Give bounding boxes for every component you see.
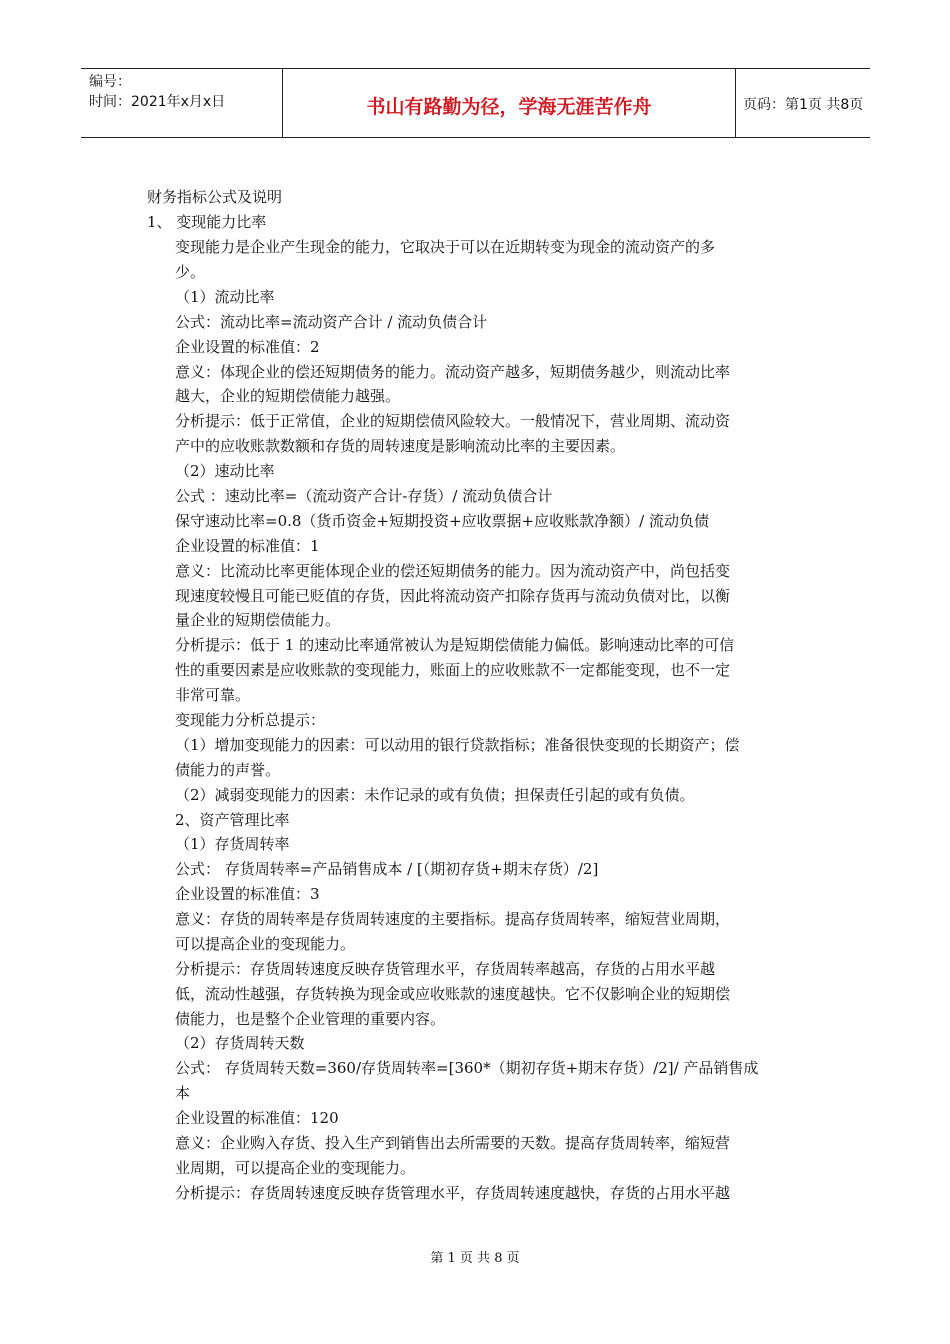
paragraph-line: 产中的应收账款数额和存货的周转速度是影响流动比率的主要因素。 (175, 437, 626, 455)
paragraph-line: （2）减弱变现能力的因素：未作记录的或有负债；担保责任引起的或有负债。 (175, 786, 695, 804)
paragraph-line: 分析提示：存货周转速度反映存货管理水平，存货周转率越高，存货的占用水平越 (175, 960, 716, 978)
subsection-heading: （1）存货周转率 (175, 835, 290, 853)
paragraph-line: 少。 (175, 263, 206, 281)
subsection-heading: （1）流动比率 (175, 288, 275, 306)
header-page-number: 页码：第1页 共8页 (743, 97, 864, 113)
header-page-cell (735, 69, 870, 137)
paragraph-line: 量企业的短期偿债能力。 (175, 611, 341, 629)
paragraph-line: 公式： 存货周转天数=360/存货周转率=[360*（期初存货+期末存货）/2]/ 产品销售成 (175, 1059, 759, 1077)
paragraph-line: 债能力，也是整个企业管理的重要内容。 (175, 1010, 446, 1028)
paragraph-line: 分析提示：低于 1 的速动比率通常被认为是短期偿债能力偏低。影响速动比率的可信 (175, 636, 735, 654)
paragraph-line: 越大，企业的短期偿债能力越强。 (175, 387, 401, 405)
page-footer: 第 1 页 共 8 页 (430, 1251, 520, 1266)
paragraph-line: （1）增加变现能力的因素：可以动用的银行贷款指标；准备很快变现的长期资产；偿 (175, 736, 740, 754)
paragraph-line: 本 (175, 1084, 191, 1102)
document-number-label: 编号： (89, 74, 131, 90)
header-motto: 书山有路勤为径，学海无涯苦作舟 (366, 96, 652, 118)
paragraph-line: 变现能力是企业产生现金的能力，它取决于可以在近期转变为现金的流动资产的多 (175, 238, 716, 256)
paragraph-line: 变现能力分析总提示： (175, 711, 326, 729)
paragraph-line: 企业设置的标准值：1 (175, 537, 320, 555)
paragraph-line: 业周期，可以提高企业的变现能力。 (175, 1159, 416, 1177)
paragraph-line: 意义：企业购入存货、投入生产到销售出去所需要的天数。提高存货周转率，缩短营 (175, 1134, 731, 1152)
paragraph-line: 现速度较慢且可能已贬值的存货，因此将流动资产扣除存货再与流动负债对比，以衡 (175, 587, 731, 605)
paragraph-line: 企业设置的标准值：120 (175, 1109, 339, 1127)
paragraph-line: 分析提示：低于正常值，企业的短期偿债风险较大。一般情况下，营业周期、流动资 (175, 412, 731, 430)
paragraph-line: 意义：存货的周转率是存货周转速度的主要指标。提高存货周转率，缩短营业周期， (175, 910, 731, 928)
paragraph-line: 非常可靠。 (175, 686, 251, 704)
paragraph-line: 企业设置的标准值：2 (175, 338, 320, 356)
paragraph-line: 可以提高企业的变现能力。 (175, 935, 356, 953)
paragraph-line: 性的重要因素是应收账款的变现能力，账面上的应收账款不一定都能变现，也不一定 (175, 661, 731, 679)
subsection-heading: （2）速动比率 (175, 462, 275, 480)
paragraph-line: 低，流动性越强，存货转换为现金或应收账款的速度越快。它不仅影响企业的短期偿 (175, 985, 731, 1003)
document-title: 财务指标公式及说明 (147, 188, 283, 206)
paragraph-line: 企业设置的标准值：3 (175, 885, 320, 903)
paragraph-line: 公式 ：速动比率=（流动资产合计-存货）/ 流动负债合计 (175, 487, 553, 505)
header-meta-cell (81, 69, 282, 137)
paragraph-line: 公式： 存货周转率=产品销售成本 / [（期初存货+期末存货）/2] (175, 860, 599, 878)
section-heading: 2、资产管理比率 (175, 811, 290, 829)
paragraph-line: 分析提示：存货周转速度反映存货管理水平，存货周转速度越快，存货的占用水平越 (175, 1184, 731, 1202)
paragraph-line: 意义：体现企业的偿还短期债务的能力。流动资产越多，短期债务越少，则流动比率 (175, 363, 731, 381)
paragraph-line: 公式：流动比率=流动资产合计 / 流动负债合计 (175, 313, 488, 331)
section-heading: 1、 变现能力比率 (147, 213, 267, 231)
paragraph-line: 债能力的声誉。 (175, 761, 281, 779)
subsection-heading: （2）存货周转天数 (175, 1034, 305, 1052)
paragraph-line: 意义：比流动比率更能体现企业的偿还短期债务的能力。因为流动资产中，尚包括变 (175, 562, 731, 580)
header-motto-cell (282, 69, 736, 137)
document-date-label: 时间：2021年x月x日 (89, 94, 226, 110)
paragraph-line: 保守速动比率=0.8（货币资金+短期投资+应收票据+应收账款净额）/ 流动负债 (175, 512, 709, 530)
page-header-table (81, 68, 870, 138)
